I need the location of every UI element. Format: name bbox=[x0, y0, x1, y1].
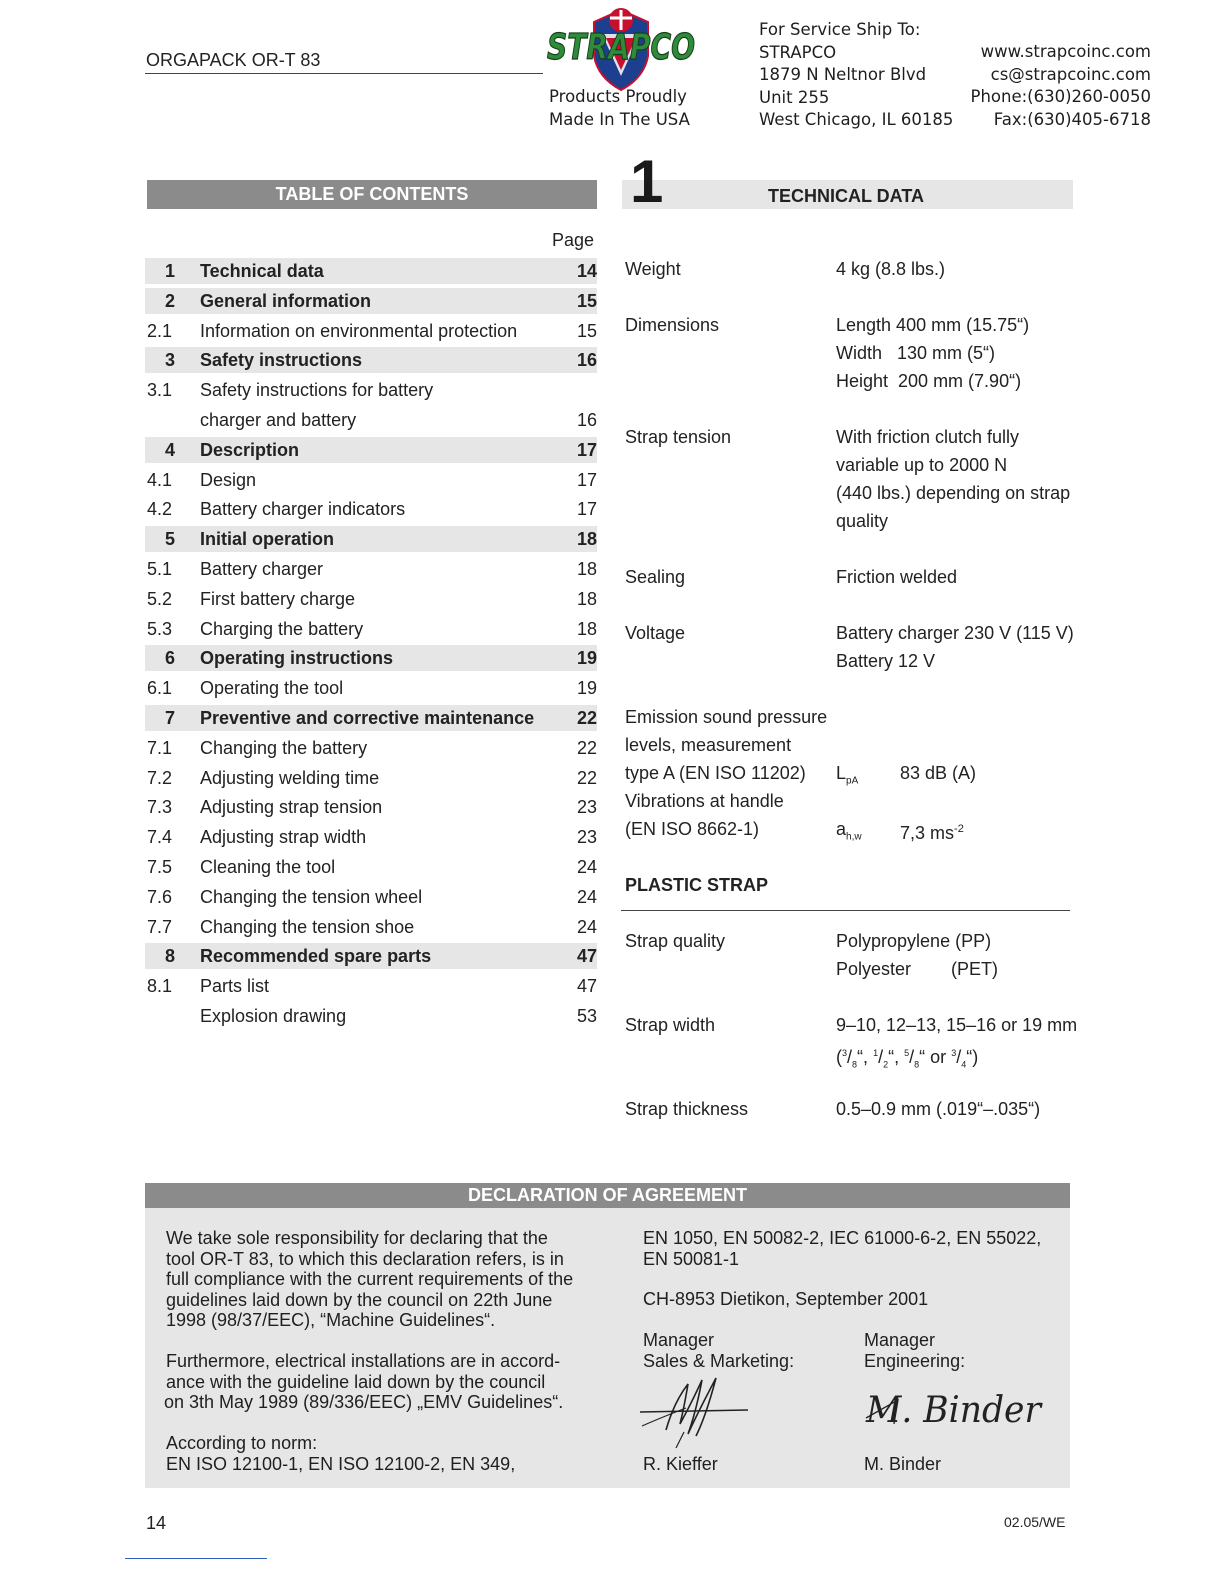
sealing-value: Friction welded bbox=[836, 567, 958, 587]
dimensions-label: Dimensions bbox=[625, 315, 720, 335]
signer1-title: Manager Sales & Marketing: bbox=[643, 1330, 795, 1371]
place-and-date: CH-8953 Dietikon, September 2001 bbox=[643, 1289, 929, 1309]
toc-label: Safety instructions bbox=[200, 350, 363, 370]
signature-kieffer bbox=[636, 1372, 756, 1452]
website-link[interactable]: www.strapcoinc.com bbox=[980, 42, 1151, 61]
toc-number: 1 bbox=[164, 261, 175, 281]
fax-number: Fax:(630)405-6718 bbox=[993, 109, 1151, 129]
toc-row[interactable] bbox=[145, 854, 597, 880]
toc-page: 19 bbox=[576, 678, 597, 698]
section-number: 1 bbox=[630, 148, 664, 215]
toc-number: 5.2 bbox=[147, 589, 173, 609]
document-code: 02.05/WE bbox=[1004, 1514, 1066, 1530]
toc-row[interactable] bbox=[145, 884, 597, 910]
toc-page: 15 bbox=[576, 321, 597, 341]
toc-row[interactable] bbox=[145, 794, 597, 820]
strap-tension-line: (440 lbs.) depending on strap bbox=[836, 483, 1071, 503]
sealing-label: Sealing bbox=[625, 567, 686, 587]
toc-label: Changing the battery bbox=[200, 738, 368, 758]
lpa-value: 83 dB (A) bbox=[900, 763, 977, 783]
strap-quality-line: Polypropylene (PP) bbox=[836, 931, 992, 951]
svg-text:M. Binder: M. Binder bbox=[865, 1390, 1043, 1431]
signer2-name: M. Binder bbox=[864, 1454, 942, 1474]
toc-row[interactable] bbox=[145, 377, 597, 403]
toc-row[interactable] bbox=[145, 556, 597, 582]
email-link[interactable]: cs@strapcoinc.com bbox=[990, 64, 1151, 84]
emission-label-line: Emission sound pressure bbox=[625, 707, 828, 727]
toc-number: 7.3 bbox=[147, 797, 173, 817]
strap-tension-line: With friction clutch fully bbox=[836, 427, 1020, 447]
toc-label: Parts list bbox=[200, 976, 270, 996]
strap-quality-label: Strap quality bbox=[625, 931, 726, 951]
weight-label: Weight bbox=[625, 259, 681, 279]
address-line: Unit 255 bbox=[759, 87, 830, 107]
toc-label: Cleaning the tool bbox=[200, 857, 336, 877]
strap-thickness-label: Strap thickness bbox=[625, 1099, 749, 1119]
toc-page: 16 bbox=[576, 350, 597, 370]
toc-label: charger and battery bbox=[200, 410, 357, 430]
toc-number: 7.5 bbox=[147, 857, 173, 877]
plastic-strap-rule bbox=[621, 910, 1070, 911]
toc-label: Changing the tension wheel bbox=[200, 887, 423, 907]
toc-row[interactable] bbox=[145, 467, 597, 493]
toc-number: 8.1 bbox=[147, 976, 173, 996]
voltage-line: Battery charger 230 V (115 V) bbox=[836, 623, 1074, 643]
toc-number: 5.3 bbox=[147, 619, 173, 639]
ahw-symbol: $a_{h,w}$ bbox=[836, 819, 862, 843]
document-title: ORGAPACK OR-T 83 bbox=[146, 50, 321, 70]
toc-number: 3.1 bbox=[147, 380, 173, 400]
voltage-line: Battery 12 V bbox=[836, 651, 936, 671]
signature-binder bbox=[858, 1380, 1048, 1440]
strap-tension-label: Strap tension bbox=[625, 427, 732, 447]
toc-page: 18 bbox=[576, 589, 597, 609]
toc-label: Recommended spare parts bbox=[200, 946, 432, 966]
toc-page: 17 bbox=[576, 470, 597, 490]
toc-row[interactable] bbox=[145, 675, 597, 701]
toc-row[interactable] bbox=[145, 616, 597, 642]
toc-row[interactable] bbox=[145, 496, 597, 522]
declaration-heading: DECLARATION OF AGREEMENT bbox=[145, 1183, 1070, 1208]
toc-row[interactable] bbox=[145, 318, 597, 344]
toc-label: Technical data bbox=[200, 261, 324, 281]
signer2-title: Manager Engineering: bbox=[864, 1330, 966, 1371]
toc-page: 14 bbox=[576, 261, 597, 281]
strap-tension-line: quality bbox=[836, 511, 889, 531]
toc-row[interactable] bbox=[145, 765, 597, 791]
toc-page: 22 bbox=[576, 768, 597, 788]
toc-number: 7 bbox=[164, 708, 175, 728]
emission-type-label: type A (EN ISO 11202) bbox=[625, 763, 806, 783]
toc-label: Safety instructions for battery bbox=[200, 380, 434, 400]
toc-row[interactable] bbox=[145, 437, 597, 463]
toc-label: Information on environmental protection bbox=[200, 321, 518, 341]
toc-number: 4 bbox=[164, 440, 175, 460]
toc-number: 4.1 bbox=[147, 470, 173, 490]
address-line: West Chicago, IL 60185 bbox=[759, 110, 954, 129]
link-underline bbox=[125, 1558, 267, 1559]
weight-value: 4 kg (8.8 lbs.) bbox=[836, 259, 946, 279]
toc-number: 7.2 bbox=[147, 768, 173, 788]
strap-width-value: 9–10, 12–13, 15–16 or 19 mm bbox=[836, 1015, 1078, 1035]
title-underline bbox=[145, 73, 543, 74]
toc-number: 5 bbox=[164, 529, 175, 549]
toc-page: 23 bbox=[576, 797, 597, 817]
toc-label: Charging the battery bbox=[200, 619, 364, 639]
toc-label: Preventive and corrective maintenance bbox=[200, 708, 535, 728]
address-line: STRAPCO bbox=[759, 42, 837, 62]
tagline-line: Products Proudly bbox=[549, 87, 687, 106]
toc-number: 4.2 bbox=[147, 499, 173, 519]
toc-row[interactable] bbox=[145, 1003, 597, 1029]
toc-number: 7.6 bbox=[147, 887, 173, 907]
toc-label: Design bbox=[200, 470, 257, 490]
toc-page: 18 bbox=[576, 559, 597, 579]
strap-tension-line: variable up to 2000 N bbox=[836, 455, 1008, 475]
signer1-name: R. Kieffer bbox=[643, 1454, 718, 1474]
toc-page: 24 bbox=[576, 857, 597, 877]
toc-label: Operating the tool bbox=[200, 678, 344, 698]
toc-page: 53 bbox=[576, 1006, 597, 1026]
dimensions-width: Width 130 mm (5“) bbox=[836, 343, 996, 363]
toc-page: 16 bbox=[576, 410, 597, 430]
address-line: 1879 N Neltnor Blvd bbox=[759, 65, 927, 84]
toc-label: Adjusting strap tension bbox=[200, 797, 383, 817]
toc-number: 2 bbox=[164, 291, 175, 311]
toc-page: 18 bbox=[576, 619, 597, 639]
toc-number: 6 bbox=[164, 648, 175, 668]
toc-page: 24 bbox=[576, 917, 597, 937]
toc-page-column-label: Page bbox=[552, 230, 595, 250]
toc-page: 47 bbox=[576, 946, 597, 966]
strap-width-label: Strap width bbox=[625, 1015, 716, 1035]
toc-page: 22 bbox=[576, 738, 597, 758]
strap-width-fractions: ($^3/_8“$, $^1/_2“$, $^5/_8“$ or $^3/_4“$) bbox=[836, 1047, 979, 1070]
toc-label: Battery charger bbox=[200, 559, 324, 579]
toc-row[interactable] bbox=[145, 943, 597, 969]
toc-number: 7.1 bbox=[147, 738, 173, 758]
vibration-norm: (EN ISO 8662-1) bbox=[625, 819, 760, 839]
vibration-label: Vibrations at handle bbox=[625, 791, 784, 811]
toc-row[interactable] bbox=[145, 407, 597, 433]
toc-number: 3 bbox=[164, 350, 175, 370]
logo-wordmark: STRAPCO bbox=[547, 27, 695, 68]
toc-page: 22 bbox=[576, 708, 597, 728]
service-address bbox=[759, 19, 953, 132]
dimensions-height: Height 200 mm (7.90“) bbox=[836, 371, 1022, 391]
dimensions-length: Length 400 mm (15.75“) bbox=[836, 315, 1030, 335]
toc-number: 6.1 bbox=[147, 678, 173, 698]
emission-label-line: levels, measurement bbox=[625, 735, 792, 755]
technical-data-title: TECHNICAL DATA bbox=[768, 186, 924, 206]
ahw-value: 7,3 $ms^{-2}$ bbox=[900, 823, 964, 843]
toc-row[interactable] bbox=[145, 586, 597, 612]
toc-number: 2.1 bbox=[147, 321, 173, 341]
declaration-norms-right: EN 1050, EN 50082-2, IEC 61000-6-2, EN 55022, EN 50081-1 bbox=[643, 1228, 1042, 1269]
page-number: 14 bbox=[146, 1513, 167, 1533]
toc-page: 18 bbox=[576, 529, 597, 549]
toc-page: 17 bbox=[576, 440, 597, 460]
toc-heading: TABLE OF CONTENTS bbox=[147, 180, 597, 209]
toc-row[interactable] bbox=[145, 973, 597, 999]
strapco-logo bbox=[544, 4, 698, 94]
toc-label: Description bbox=[200, 440, 300, 460]
strap-quality-line: Polyester (PET) bbox=[836, 959, 999, 979]
toc-label: Explosion drawing bbox=[200, 1006, 347, 1026]
toc-page: 23 bbox=[576, 827, 597, 847]
declaration-norms-left: According to norm: EN ISO 12100-1, EN ISO 12100-2, EN 349, bbox=[166, 1433, 516, 1474]
toc-label: General information bbox=[200, 291, 372, 311]
toc-label: Changing the tension shoe bbox=[200, 917, 415, 937]
tagline bbox=[549, 86, 690, 131]
voltage-label: Voltage bbox=[625, 623, 686, 643]
toc-page: 47 bbox=[576, 976, 597, 996]
toc-label: First battery charge bbox=[200, 589, 356, 609]
toc-row[interactable] bbox=[145, 288, 597, 314]
toc-page: 24 bbox=[576, 887, 597, 907]
toc-row[interactable] bbox=[145, 645, 597, 671]
toc-row[interactable] bbox=[145, 258, 597, 284]
toc-label: Adjusting strap width bbox=[200, 827, 367, 847]
toc-row[interactable] bbox=[145, 824, 597, 850]
toc-label: Battery charger indicators bbox=[200, 499, 406, 519]
phone-number: Phone:(630)260-0050 bbox=[970, 87, 1151, 106]
toc-page: 19 bbox=[576, 648, 597, 668]
declaration-paragraph: Furthermore, electrical installations are in accord- ance with the guideline laid down by the council on 3th May 1989 (89/336/EEC) „EMV Guidelines“. bbox=[164, 1351, 564, 1412]
tagline-line: Made In The USA bbox=[549, 109, 690, 129]
lpa-symbol: $L_{pA}$ bbox=[836, 763, 859, 787]
toc-page: 17 bbox=[576, 499, 597, 519]
toc-page: 15 bbox=[576, 291, 597, 311]
toc-row[interactable] bbox=[145, 914, 597, 940]
contact-info bbox=[940, 41, 1151, 131]
toc-number: 7.4 bbox=[147, 827, 173, 847]
toc-number: 5.1 bbox=[147, 559, 173, 579]
toc-label: Initial operation bbox=[200, 529, 335, 549]
toc-row[interactable] bbox=[145, 735, 597, 761]
toc-label: Adjusting welding time bbox=[200, 768, 380, 788]
toc-number: 8 bbox=[164, 946, 175, 966]
toc-row[interactable] bbox=[145, 347, 597, 373]
toc-label: Operating instructions bbox=[200, 648, 394, 668]
strap-thickness-value: 0.5–0.9 mm (.019“–.035“) bbox=[836, 1099, 1041, 1119]
toc-row[interactable] bbox=[145, 705, 597, 731]
toc-number: 7.7 bbox=[147, 917, 173, 937]
address-line: For Service Ship To: bbox=[759, 20, 921, 39]
toc-row[interactable] bbox=[145, 526, 597, 552]
declaration-paragraph: We take sole responsibility for declaring that the tool OR-T 83, to which this declaration refers, is in full compliance with the current requirements of the guidelines laid down by the council on 22th June 1998 (98/37/EEC), “Machine Guidelines“. bbox=[166, 1228, 574, 1330]
plastic-strap-heading: PLASTIC STRAP bbox=[625, 875, 769, 895]
